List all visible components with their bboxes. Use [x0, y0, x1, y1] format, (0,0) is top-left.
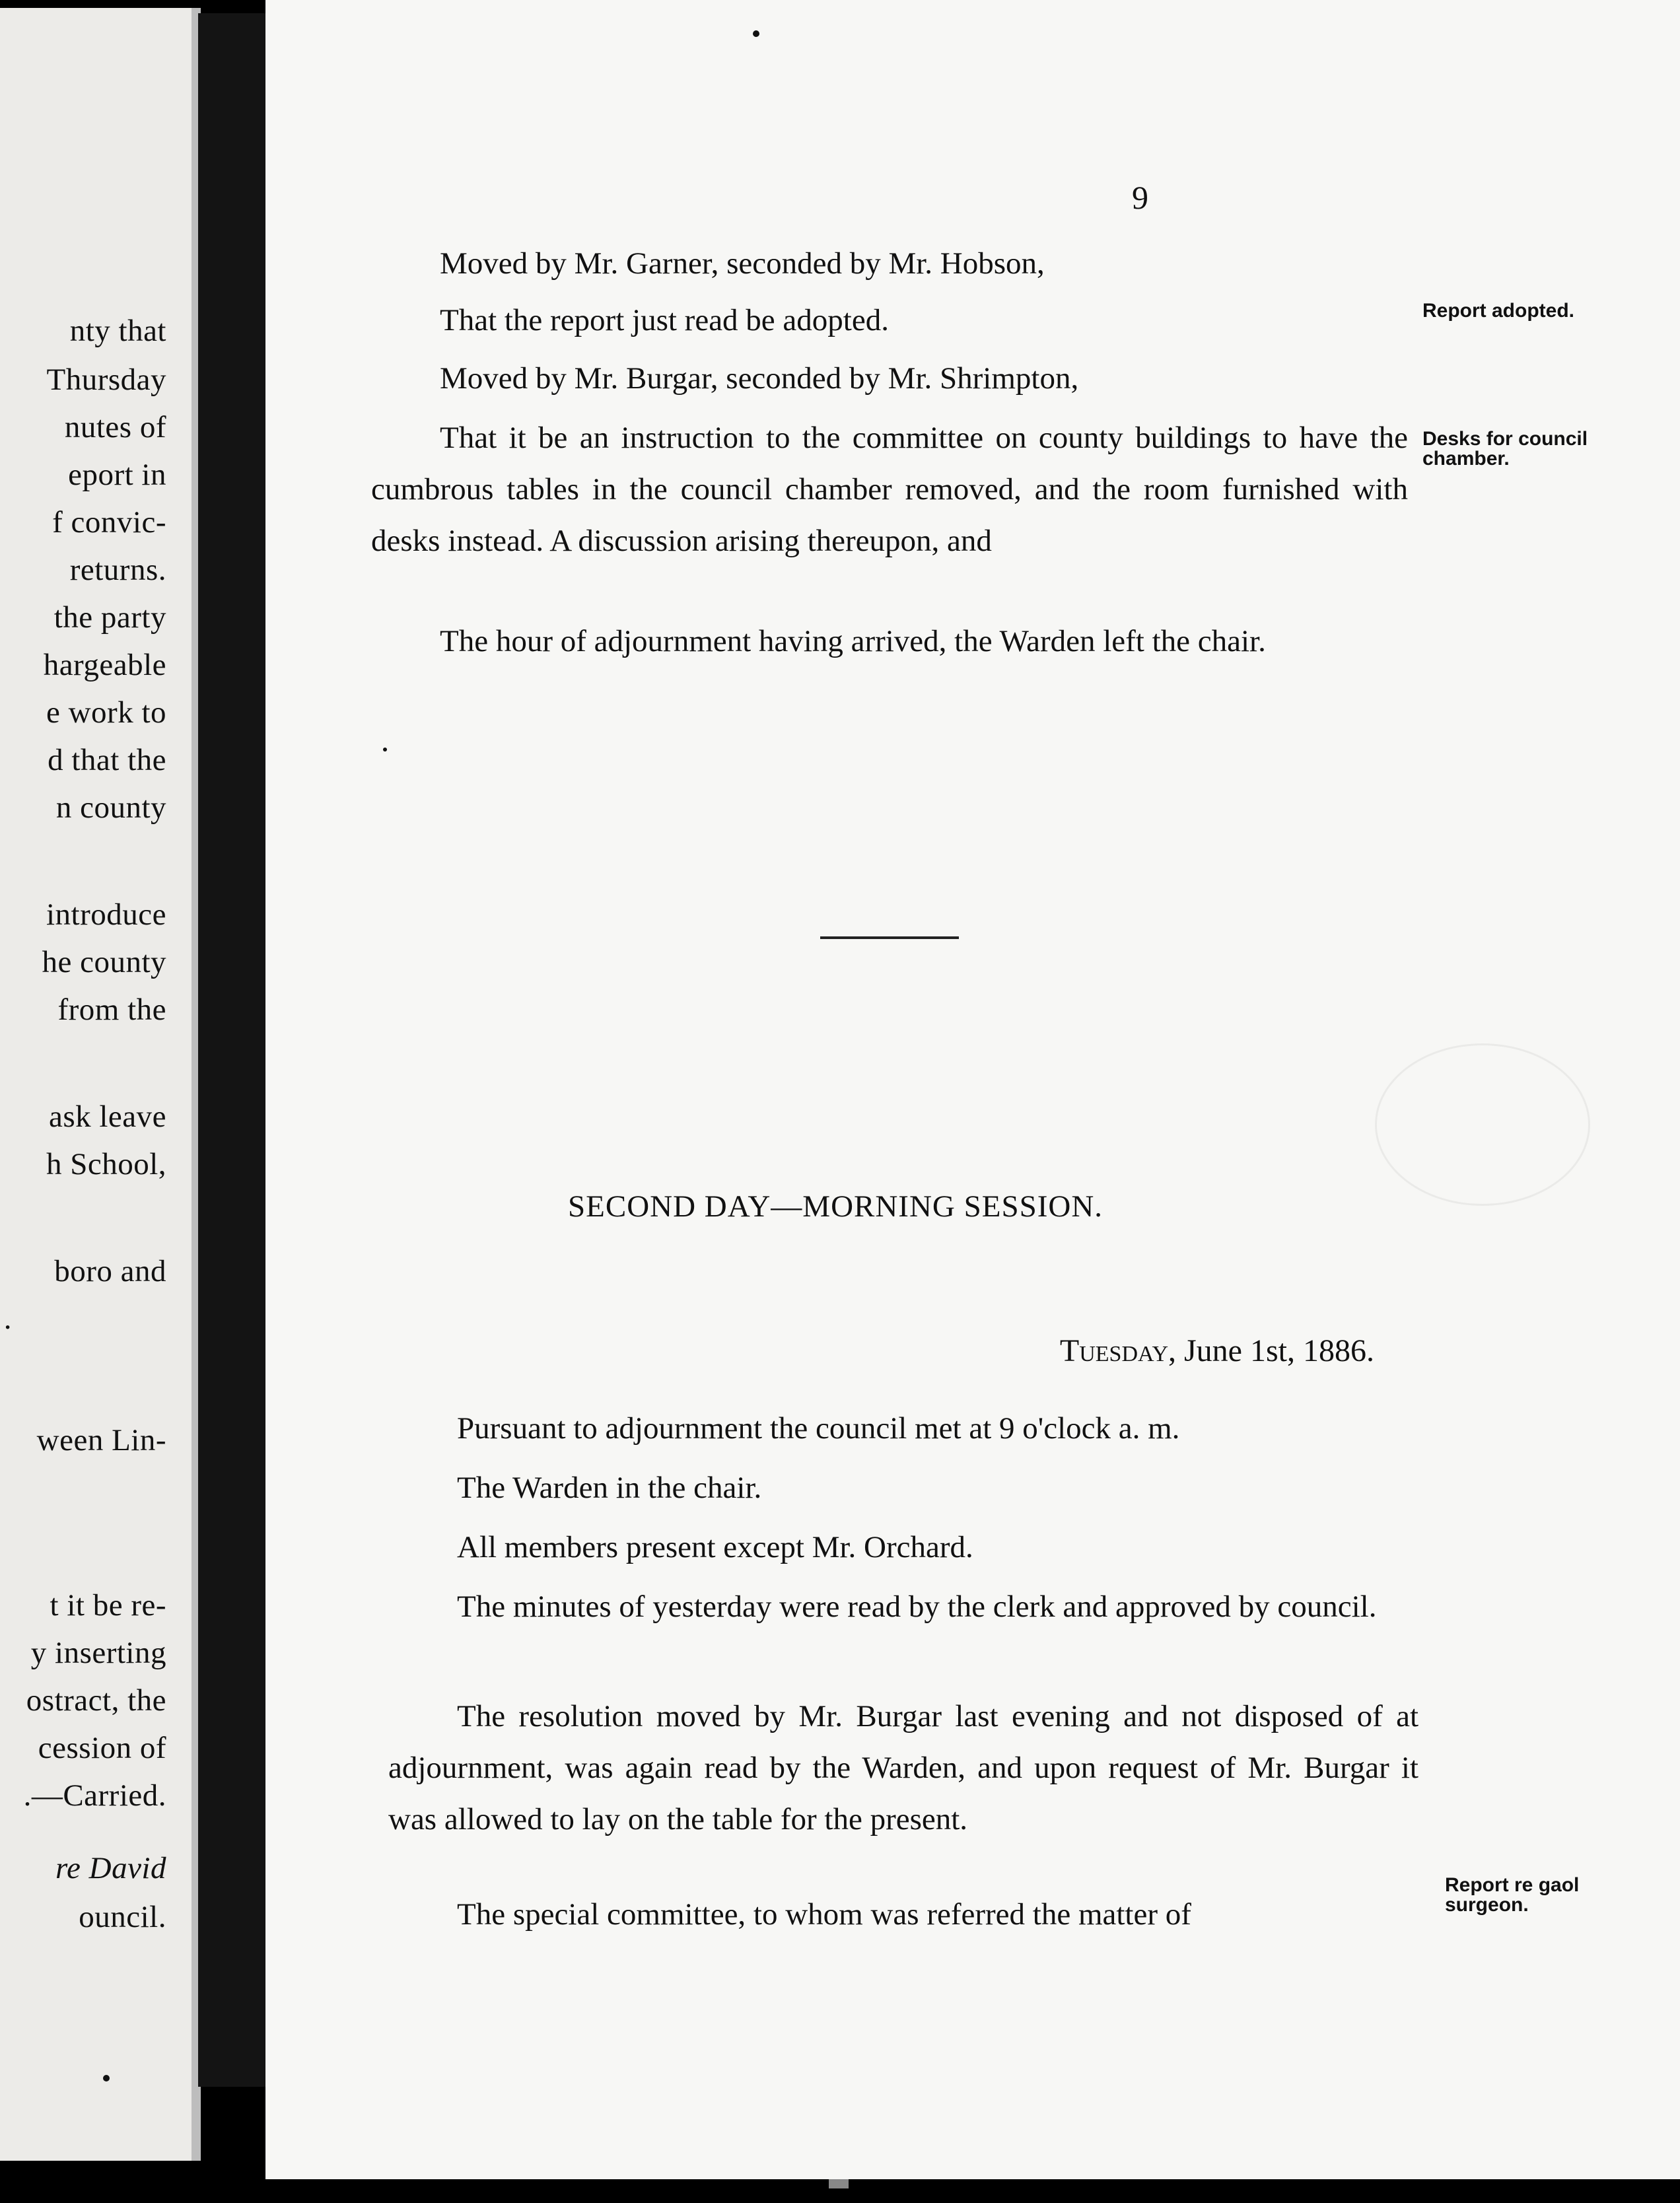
left-page-line: eport in [68, 458, 166, 492]
left-page-line: n county [55, 790, 166, 825]
left-page-line: nty that [69, 314, 166, 348]
left-page-line: nutes of [64, 410, 166, 444]
left-page-line: introduce [46, 897, 166, 932]
paper-stain [1375, 1043, 1590, 1206]
paragraph: Moved by Mr. Burgar, seconded by Mr. Shrimpton, [440, 361, 1079, 396]
paragraph: That it be an instruction to the committee on county buildings to have the cumbrous tables in the council chamber removed, and the room furnished with desks instead. A discussion arising thereupon, and [371, 421, 1408, 558]
left-page [0, 8, 198, 2161]
book-spine [198, 13, 276, 2087]
left-page-line: ouncil. [79, 1900, 166, 1934]
ink-dot [103, 2075, 110, 2081]
left-page-line: . [3, 1302, 12, 1336]
paragraph: Pursuant to adjournment the council met at 9 o'clock a. m. [457, 1411, 1180, 1446]
paragraph: The minutes of yesterday were read by the clerk and approved by council. [457, 1590, 1377, 1624]
left-page-line: ostract, the [26, 1683, 166, 1718]
section-rule [820, 936, 959, 939]
paragraph: The special committee, to whom was referred the matter of [457, 1897, 1191, 1932]
left-page-line: h School, [46, 1147, 166, 1181]
margin-note-report-adopted: Report adopted. [1422, 300, 1574, 322]
ink-dot [383, 748, 387, 752]
left-page-line: y inserting [30, 1636, 166, 1670]
left-page-line: t it be re- [50, 1588, 166, 1623]
scan-mark [829, 2179, 849, 2188]
left-page-line: the party [53, 600, 166, 635]
paragraph: That the report just read be adopted. [440, 303, 889, 337]
paragraph: Moved by Mr. Garner, seconded by Mr. Hobson, [440, 246, 1045, 281]
section-heading: SECOND DAY—MORNING SESSION. [568, 1189, 1103, 1224]
left-page-line: from the [57, 993, 166, 1027]
left-page-line: e work to [46, 695, 166, 730]
page-number: 9 [1132, 179, 1148, 216]
paragraph: All members present except Mr. Orchard. [457, 1530, 973, 1564]
left-page-line: he county [42, 945, 166, 979]
left-page-line: ween Lin- [36, 1423, 166, 1457]
date-rest: June 1st, 1886. [1176, 1333, 1374, 1368]
left-page-line: re David [55, 1851, 166, 1885]
left-page-line: returns. [69, 553, 166, 587]
date-day: Tuesday, [1059, 1333, 1176, 1368]
session-date [1060, 1333, 1374, 1369]
left-page-line: .—Carried. [23, 1778, 166, 1813]
paragraph: The hour of adjournment having arrived, the Warden left the chair. [440, 624, 1266, 658]
paragraph: The resolution moved by Mr. Burgar last evening and not disposed of at adjournment, was again read by the Warden, and upon request of Mr. Burgar it was allowed to lay on the table for the present. [388, 1699, 1418, 1836]
ink-dot [753, 30, 759, 37]
left-page-line: Thursday [46, 363, 166, 397]
margin-note-gaol-surgeon: Report re gaol surgeon. [1445, 1874, 1580, 1916]
left-page-line: ask leave [48, 1100, 166, 1134]
left-page-line: cession of [38, 1731, 166, 1765]
right-page [265, 0, 1680, 2179]
left-page-line: boro and [54, 1254, 166, 1288]
left-page-line: hargeable [43, 648, 166, 682]
left-page-line: d that the [48, 743, 166, 777]
paragraph: The Warden in the chair. [457, 1471, 762, 1505]
left-page-line: f convic- [52, 505, 166, 540]
margin-note-desks: Desks for council chamber. [1422, 428, 1588, 470]
